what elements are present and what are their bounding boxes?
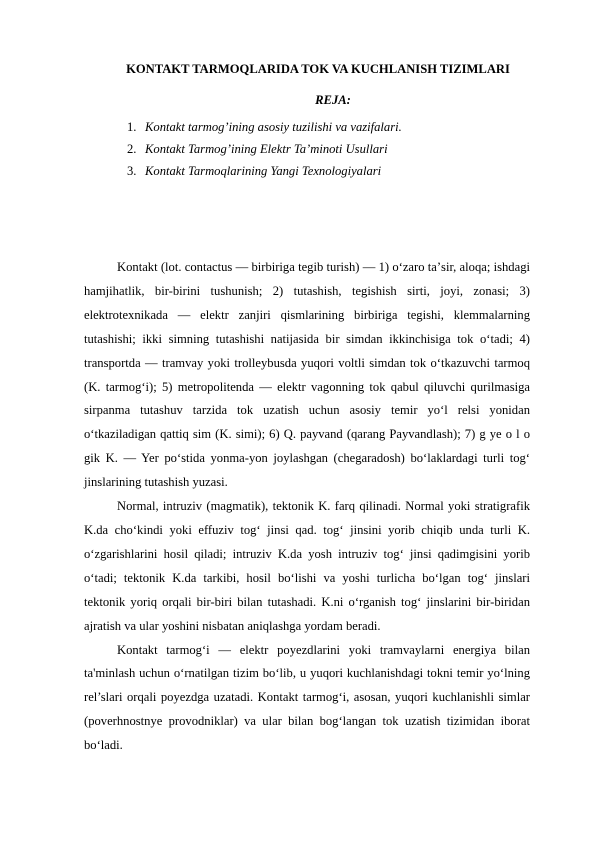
body-paragraph: Kontakt tarmogʻi — elektr poyezdlarini yoki tramvaylarni energiya bilan ta'minlash uchun oʻrnatilgan tizim boʻlib, u yuqori kuchlanishdagi tokni temir yoʻlning rel’slari orqali poyezdga uzatadi. Kontakt tarmogʻi, asosan, yuqori kuchlanishli simlar (poverhnostnye provodniklar) va ular bilan bogʻlangan tok uzatish tizimidan iborat boʻladi. [84,642,530,753]
plan-item [127,160,402,182]
plan-item [127,138,402,160]
plan-item-number: 3. [127,164,137,178]
plan-item-text: Kontakt Tarmoqlarining Yangi Texnologiyalari [145,164,382,178]
body-paragraph: Kontakt (lot. contactus — birbiriga tegib turish) — 1) oʻzaro taʼsir, aloqa; ishdagi hamjihatlik, bir-birini tushunish; 2) tutashish, tegishish sirti, joyi, zonasi; 3) elektrotexnikada — elektr zanjiri qismlarining birbiriga tegishi, klemmalarning tutashishi; ikki simning tutashishi natijasida bir simdan ikkinchisiga tok oʻtadi; 4) transportda — tramvay yoki trolleybusda yuqori voltli simdan tok oʻtkazuvchi tarmoq (K. tarmogʻi); 5) metropolitenda — elektr vagonning tok qabul qiluvchi qurilmasiga sirpanma tutashuv tarzida tok uzatish uchun asosiy temir yoʻl relsi yonidan oʻtkaziladigan qattiq sim (K. simi); 6) Q. payvand (qarang Payvandlash); 7) g ye o l o gik K. — Yer poʻstida yonma-yon joylashgan (chegaradosh) boʻlaklardagi turli togʻ jinslarining tutashish yuzasi. [84,260,530,490]
plan-item-text: Kontakt Tarmog’ining Elektr Ta’minoti Usullari [145,142,388,156]
body-text [84,256,530,758]
plan-item-number: 2. [127,142,137,156]
plan-item [127,116,402,138]
plan-list [127,116,402,182]
body-paragraph: Normal, intruziv (magmatik), tektonik K. farq qilinadi. Normal yoki stratigrafik K.da choʻkindi yoki effuziv togʻ jinsi qad. togʻ jinsini yorib chiqib unda turli K. oʻzgarishlarini hosil qiladi; intruziv K.da yosh intruziv togʻ jinsi qadimgisini yorib oʻtadi; tektonik K.da tarkibi, hosil boʻlishi va yoshi turlicha boʻlgan togʻ jinslari tektonik yoriq orqali bir-biri bilan tutashadi. K.ni oʻrganish togʻ jinslarini bir-biridan ajratish va ular yoshini nisbatan aniqlashga yordam beradi. [84,499,530,633]
document-title: KONTAKT TARMOQLARIDA TOK VA KUCHLANISH TIZIMLARI [126,62,510,76]
plan-heading: REJA: [315,93,351,107]
plan-item-text: Kontakt tarmog’ining asosiy tuzilishi va vazifalari. [145,120,402,134]
plan-item-number: 1. [127,120,137,134]
